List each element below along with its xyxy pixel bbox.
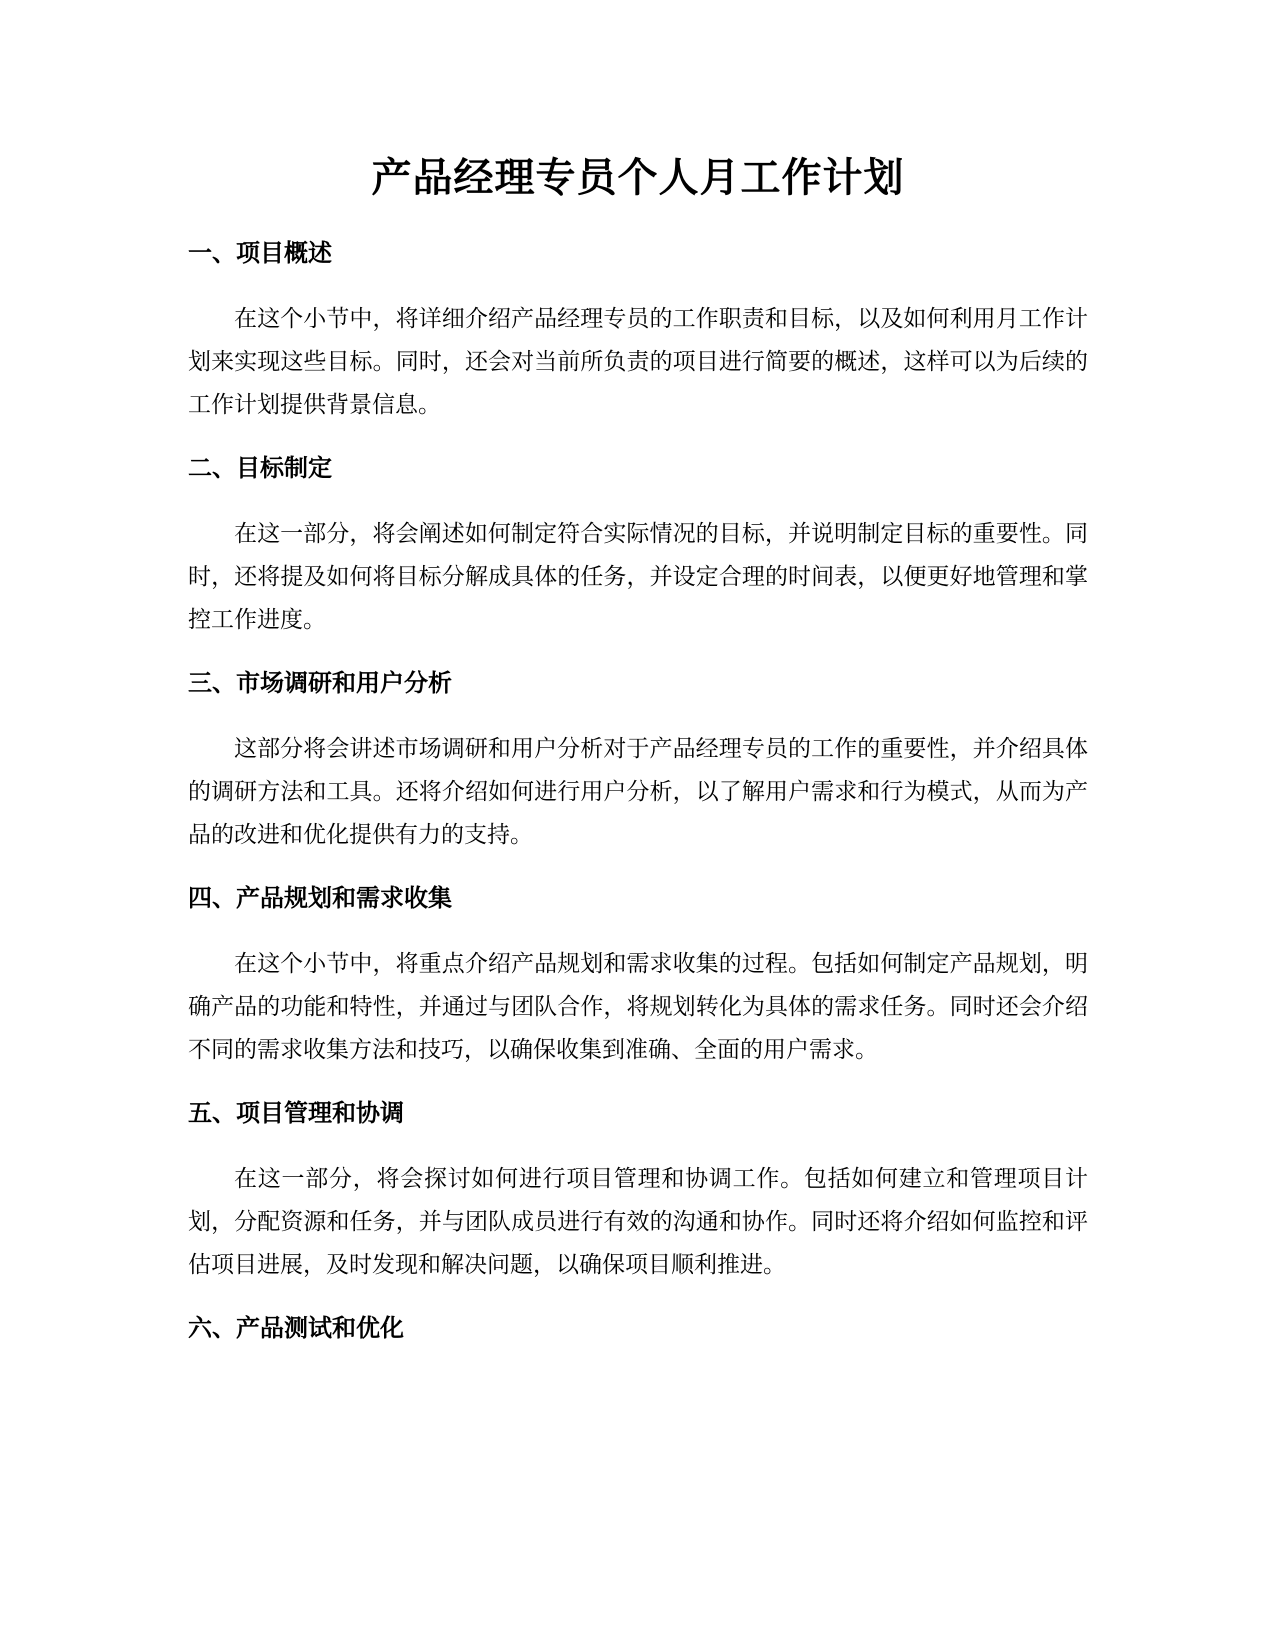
section-heading-market-research: 三、市场调研和用户分析 [188,669,452,697]
section-body-market-research: 这部分将会讲述市场调研和用户分析对于产品经理专员的工作的重要性，并介绍具体的调研方法和工具。还将介绍如何进行用户分析，以了解用户需求和行为模式，从而为产品的改进和优化提供有力的支持。 [188,736,1088,848]
section-heading-overview: 一、项目概述 [188,239,332,267]
document-title: 产品经理专员个人月工作计划 [371,155,905,201]
section-heading-goal-setting: 二、目标制定 [188,454,332,482]
section-body-overview: 在这个小节中，将详细介绍产品经理专员的工作职责和目标，以及如何利用月工作计划来实现这些目标。同时，还会对当前所负责的项目进行简要的概述，这样可以为后续的工作计划提供背景信息。 [188,306,1088,418]
section-body-project-management: 在这一部分，将会探讨如何进行项目管理和协调工作。包括如何建立和管理项目计划，分配资源和任务，并与团队成员进行有效的沟通和协作。同时还将介绍如何监控和评估项目进展，及时发现和解决问题，以确保项目顺利推进。 [188,1166,1088,1278]
section-heading-product-planning: 四、产品规划和需求收集 [188,884,452,912]
section-body-product-planning: 在这个小节中，将重点介绍产品规划和需求收集的过程。包括如何制定产品规划，明确产品的功能和特性，并通过与团队合作，将规划转化为具体的需求任务。同时还会介绍不同的需求收集方法和技巧，以确保收集到准确、全面的用户需求。 [188,951,1088,1063]
section-heading-testing-optimization: 六、产品测试和优化 [188,1314,404,1342]
document-page [188,0,1088,1650]
section-heading-project-management: 五、项目管理和协调 [188,1099,404,1127]
section-body-goal-setting: 在这一部分，将会阐述如何制定符合实际情况的目标，并说明制定目标的重要性。同时，还将提及如何将目标分解成具体的任务，并设定合理的时间表，以便更好地管理和掌控工作进度。 [188,521,1088,633]
